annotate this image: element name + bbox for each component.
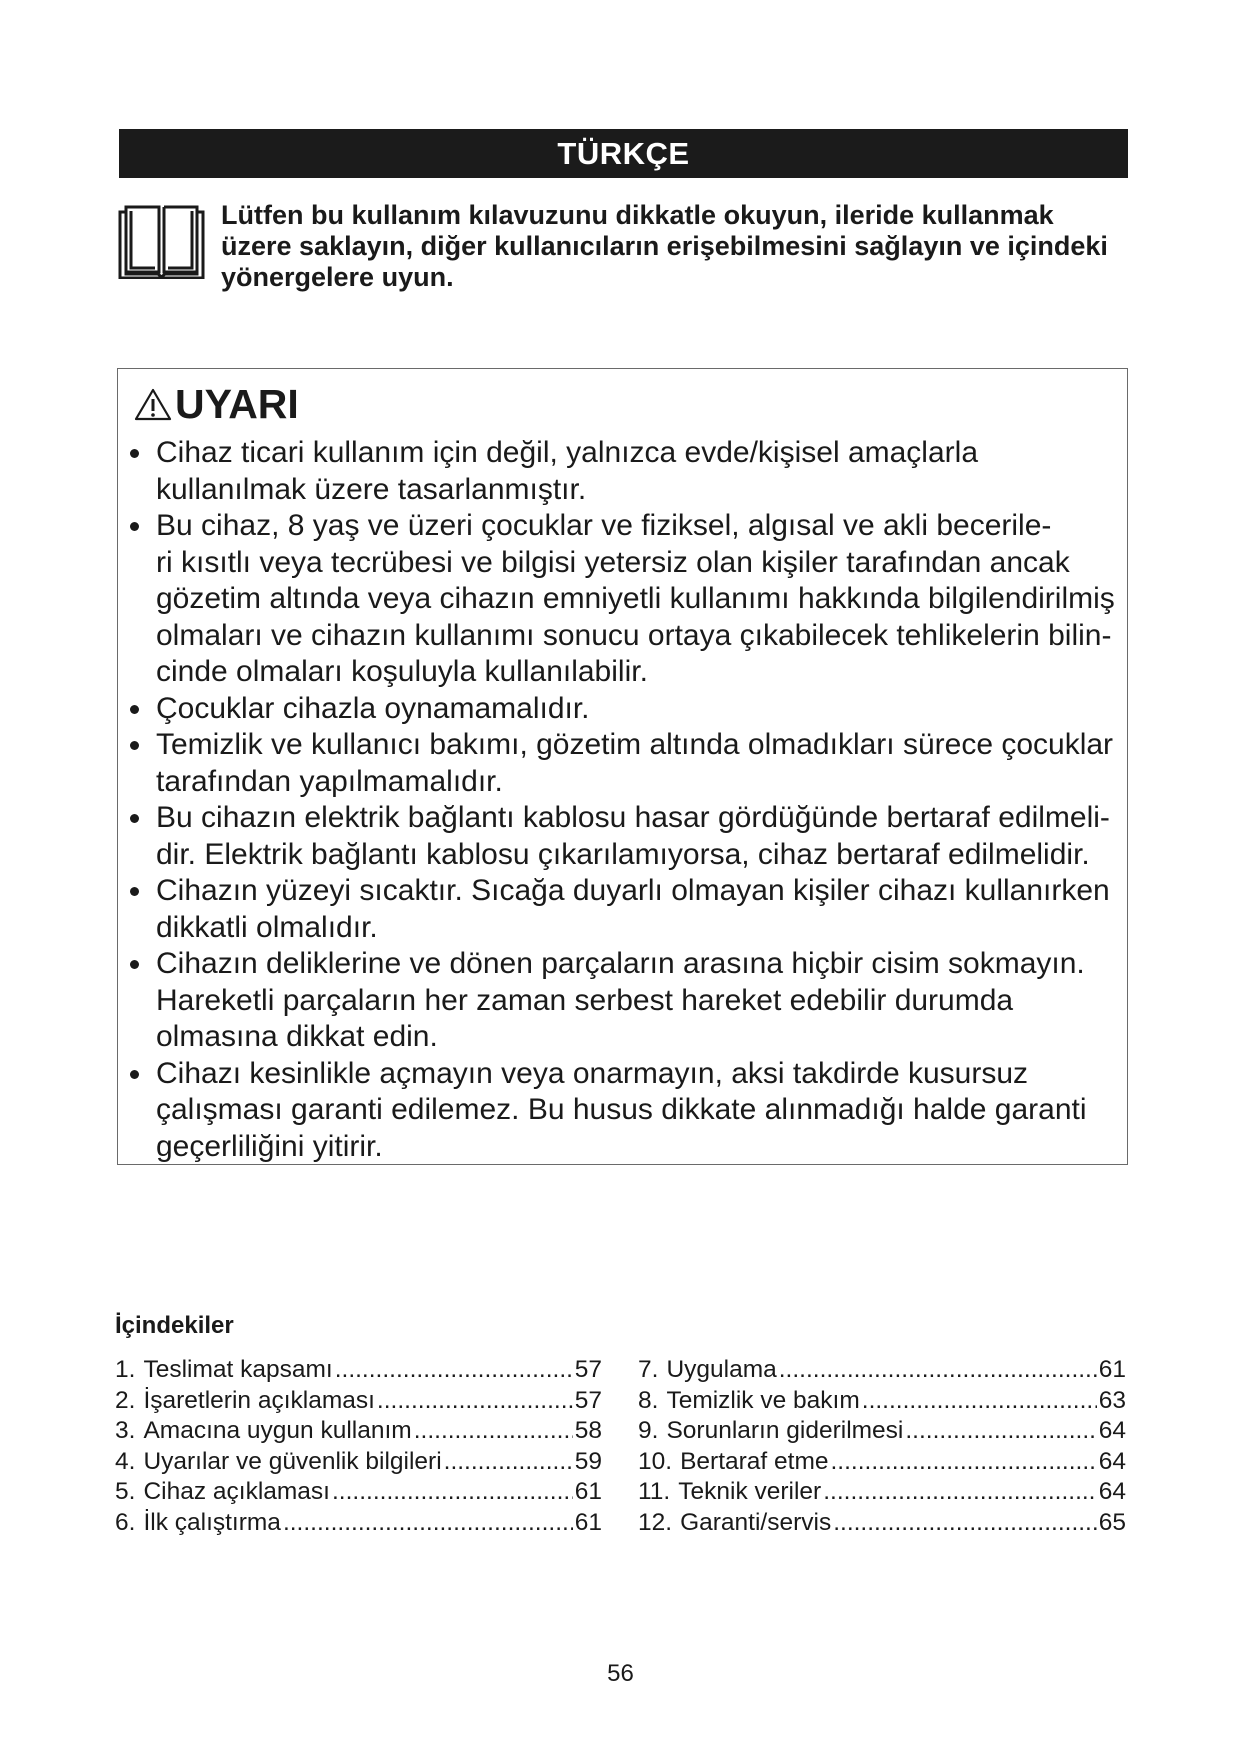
toc-entry-title: Sorunların giderilmesi: [666, 1417, 904, 1444]
toc-entry-title: Temizlik ve bakım: [666, 1386, 860, 1414]
toc-entry-title: Bertaraf etme: [680, 1447, 829, 1475]
warning-item: [156, 691, 1128, 728]
warning-item: [156, 727, 1128, 800]
toc-entry-number: 11.: [638, 1478, 671, 1505]
warning-line: cinde olmaları koşuluyla kullanılabilir.: [156, 655, 648, 688]
toc-entry-page: 64: [1098, 1417, 1126, 1444]
warning-line: Hareketli parçaların her zaman serbest hareket edebilir durumda: [156, 983, 1014, 1017]
warning-box: [117, 368, 1128, 1165]
intro-line: üzere saklayın, diğer kullanıcıların erişebilmesini sağlayın ve içindeki: [221, 231, 1108, 261]
language-title: TÜRKÇE: [557, 135, 690, 171]
toc-entry[interactable]: [115, 1508, 602, 1539]
toc-entry-title: Uygulama: [666, 1356, 777, 1383]
warning-item: [156, 1056, 1128, 1166]
warning-list: [156, 435, 1128, 1165]
warning-line: Cihazın deliklerine ve dönen parçaların arasına hiçbir cisim sokmayın.: [156, 947, 1085, 980]
toc-entry-page: 64: [1098, 1447, 1126, 1475]
toc-entry[interactable]: [115, 1447, 602, 1478]
toc-entry-number: 9.: [638, 1417, 659, 1444]
toc-entry-number: 5.: [115, 1478, 136, 1505]
warning-line: ri kısıtlı veya tecrübesi ve bilgisi yetersiz olan kişiler tarafından ancak: [156, 545, 1070, 579]
language-header: [119, 129, 1128, 178]
warning-line: olmasına dikkat edin.: [156, 1020, 438, 1053]
toc-entry-page: 61: [574, 1508, 602, 1536]
warning-line: Cihazın yüzeyi sıcaktır. Sıcağa duyarlı olmayan kişiler cihazı kullanırken: [156, 874, 1110, 907]
warning-line: Bu cihazın elektrik bağlantı kablosu hasar gördüğünde bertaraf edilmeli-: [156, 801, 1110, 834]
warning-title: UYARI: [175, 381, 299, 427]
toc-entry-number: 2.: [115, 1386, 136, 1414]
warning-line: Cihazı kesinlikle açmayın veya onarmayın, aksi takdirde kusursuz: [156, 1056, 1029, 1090]
toc-leader-dots: [833, 1508, 1097, 1539]
toc-column-left: [115, 1355, 602, 1538]
toc-entry-title: Garanti/servis: [680, 1508, 832, 1536]
warning-line: Çocuklar cihazla oynamamalıdır.: [156, 691, 590, 725]
warning-line: dikkatli olmalıdır.: [156, 910, 378, 944]
warning-line: çalışması garanti edilemez. Bu husus dikkate alınmadığı halde garanti: [156, 1093, 1087, 1126]
toc-entry-page: 63: [1098, 1386, 1126, 1414]
toc-entry[interactable]: [638, 1508, 1126, 1539]
toc-leader-dots: [414, 1416, 573, 1447]
warning-item: [156, 435, 1128, 508]
warning-line: dir. Elektrik bağlantı kablosu çıkarılamıyorsa, cihaz bertaraf edilmelidir.: [156, 837, 1090, 871]
toc-entry-page: 57: [574, 1356, 602, 1383]
toc-leader-dots: [862, 1386, 1097, 1417]
warning-heading: [134, 380, 299, 428]
toc-entry[interactable]: [115, 1355, 602, 1386]
toc-leader-dots: [823, 1477, 1097, 1508]
toc-title: İçindekiler: [115, 1312, 234, 1339]
warning-line: olmaları ve cihazın kullanımı sonucu ortaya çıkabilecek tehlikelerin bilin-: [156, 618, 1112, 652]
warning-line: Temizlik ve kullanıcı bakımı, gözetim altında olmadıkları sürece çocuklar: [156, 728, 1114, 761]
toc-leader-dots: [335, 1355, 573, 1386]
toc-entry-title: Amacına uygun kullanım: [143, 1417, 412, 1444]
toc-entry-number: 8.: [638, 1386, 659, 1414]
toc-entry-number: 10.: [638, 1447, 673, 1475]
toc-entry[interactable]: [115, 1477, 602, 1508]
warning-item: [156, 946, 1128, 1056]
toc-entry-title: Cihaz açıklaması: [143, 1478, 330, 1505]
toc-entry[interactable]: [638, 1386, 1126, 1417]
toc-entry-number: 12.: [638, 1508, 673, 1536]
toc-leader-dots: [779, 1355, 1097, 1386]
warning-line: Cihaz ticari kullanım için değil, yalnızca evde/kişisel amaçlarla: [156, 436, 978, 469]
warning-line: gözetim altında veya cihazın emniyetli kullanımı hakkında bilgilendirilmiş: [156, 582, 1115, 615]
toc-entry-title: İşaretlerin açıklaması: [143, 1386, 375, 1414]
toc-entry[interactable]: [115, 1416, 602, 1447]
toc-entry-number: 1.: [115, 1356, 136, 1383]
warning-item: [156, 508, 1128, 691]
toc-entry[interactable]: [115, 1386, 602, 1417]
toc-entry-page: 61: [1098, 1356, 1126, 1383]
toc-entry[interactable]: [638, 1355, 1126, 1386]
toc-leader-dots: [444, 1447, 573, 1478]
toc-entry-page: 57: [574, 1386, 602, 1414]
page-number: 56: [607, 1660, 634, 1687]
toc-entry-title: Teknik veriler: [678, 1478, 822, 1505]
toc-entry-page: 64: [1098, 1478, 1126, 1505]
open-book-icon: [117, 204, 206, 279]
toc-entry-page: 65: [1098, 1508, 1126, 1536]
intro-line: Lütfen bu kullanım kılavuzunu dikkatle okuyun, ileride kullanmak: [221, 200, 1054, 230]
toc-entry-title: Uyarılar ve güvenlik bilgileri: [143, 1447, 442, 1475]
toc-leader-dots: [377, 1386, 573, 1417]
toc-entry-title: İlk çalıştırma: [143, 1508, 281, 1536]
toc-leader-dots: [831, 1447, 1097, 1478]
toc-entry-number: 4.: [115, 1447, 136, 1475]
toc-entry[interactable]: [638, 1447, 1126, 1478]
toc-entry-number: 7.: [638, 1356, 659, 1383]
warning-item: [156, 873, 1128, 946]
toc-entry[interactable]: [638, 1477, 1126, 1508]
toc-column-right: [638, 1355, 1126, 1538]
toc-leader-dots: [905, 1416, 1096, 1447]
intro-line: yönergelere uyun.: [221, 262, 454, 292]
warning-item: [156, 800, 1128, 873]
toc-entry-title: Teslimat kapsamı: [143, 1356, 333, 1383]
toc-entry-page: 61: [574, 1478, 602, 1505]
toc-leader-dots: [332, 1477, 573, 1508]
toc-entry-number: 6.: [115, 1508, 136, 1536]
warning-line: geçerliliğini yitirir.: [156, 1129, 383, 1163]
toc-leader-dots: [283, 1508, 573, 1539]
warning-triangle-icon: [134, 388, 172, 421]
toc-entry-page: 59: [574, 1447, 602, 1475]
warning-line: kullanılmak üzere tasarlanmıştır.: [156, 472, 587, 506]
toc-entry-page: 58: [574, 1417, 602, 1444]
toc-entry[interactable]: [638, 1416, 1126, 1447]
intro-text: [221, 200, 1151, 293]
warning-line: tarafından yapılmamalıdır.: [156, 764, 503, 798]
toc-entry-number: 3.: [115, 1417, 136, 1444]
warning-line: Bu cihaz, 8 yaş ve üzeri çocuklar ve fiziksel, algısal ve akli becerile-: [156, 509, 1052, 542]
